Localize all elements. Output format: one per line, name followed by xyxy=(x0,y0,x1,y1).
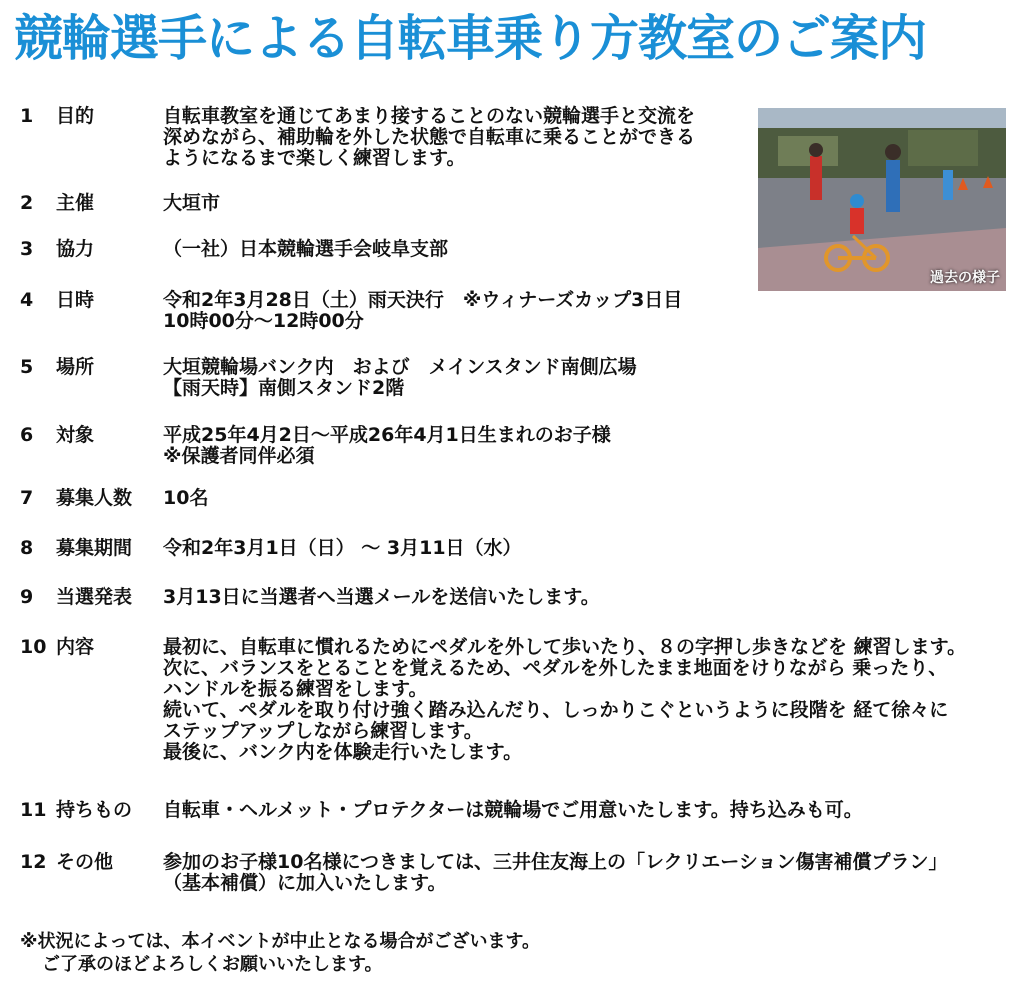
item-number: 11 xyxy=(20,799,47,821)
item-line: 大垣市 xyxy=(163,192,221,214)
item-number: 12 xyxy=(20,851,47,873)
item-content xyxy=(163,852,948,894)
item-line: ※保護者同伴必須 xyxy=(163,445,315,467)
item-line: 最初に、自転車に慣れるためにペダルを外して歩いたり、８の字押し歩きなどを 練習します。 xyxy=(163,636,967,658)
page-title: 競輪選手による自転車乗り方教室のご案内 xyxy=(14,10,927,67)
item-line: 【雨天時】南側スタンド2階 xyxy=(163,377,405,399)
item-content xyxy=(163,488,208,509)
item-line: （一社）日本競輪選手会岐阜支部 xyxy=(163,238,449,260)
item-number: 5 xyxy=(20,356,34,378)
item-label: 日時 xyxy=(56,289,95,311)
photo-caption: 過去の様子 xyxy=(930,270,1000,286)
item-line: 自転車・ヘルメット・プロテクターは競輪場でご用意いたします。持ち込みも可。 xyxy=(163,799,863,821)
item-content xyxy=(163,637,966,763)
item-content xyxy=(163,106,695,169)
item-line: 3月13日に当選者へ当選メールを送信いたします。 xyxy=(163,586,600,608)
item-number: 3 xyxy=(20,238,34,260)
item-content xyxy=(163,357,637,399)
item-label: 目的 xyxy=(56,105,95,127)
item-line: 深めながら、補助輪を外した状態で自転車に乗ることができる xyxy=(163,126,696,148)
item-line: 自転車教室を通じてあまり接することのない競輪選手と交流を xyxy=(163,105,696,127)
item-number: 9 xyxy=(20,586,34,608)
item-line: 続いて、ペダルを取り付け強く踏み込んだり、しっかりこぐというように段階を 経て徐々に xyxy=(163,699,949,721)
item-content xyxy=(163,538,522,559)
item-label: 当選発表 xyxy=(56,586,133,608)
item-line: 10名 xyxy=(163,487,209,509)
item-label: 協力 xyxy=(56,238,95,260)
cancellation-notice xyxy=(20,930,540,976)
item-content xyxy=(163,290,682,332)
item-line: （基本補償）に加入いたします。 xyxy=(163,872,447,894)
item-content xyxy=(163,193,220,214)
item-number: 6 xyxy=(20,424,34,446)
item-number: 4 xyxy=(20,289,34,311)
item-line: 平成25年4月2日～平成26年4月1日生まれのお子様 xyxy=(163,424,611,446)
item-number: 8 xyxy=(20,537,34,559)
item-label: 内容 xyxy=(56,636,95,658)
item-content xyxy=(163,239,448,260)
item-number: 2 xyxy=(20,192,34,214)
item-label: 募集期間 xyxy=(56,537,133,559)
notice-line: ※状況によっては、本イベントが中止となる場合がございます。 xyxy=(20,931,541,952)
item-line: ステップアップしながら練習します。 xyxy=(163,720,483,742)
item-line: ハンドルを振る練習をします。 xyxy=(163,678,428,700)
item-label: 募集人数 xyxy=(56,487,133,509)
event-photo xyxy=(758,108,1006,291)
event-photo-illustration xyxy=(758,108,1006,291)
item-content xyxy=(163,800,863,821)
item-number: 7 xyxy=(20,487,34,509)
item-line: 参加のお子様10名様につきましては、三井住友海上の「レクリエーション傷害補償プラン」 xyxy=(163,851,948,873)
item-line: ようになるまで楽しく練習します。 xyxy=(163,147,466,169)
item-label: 場所 xyxy=(56,356,95,378)
item-line: 大垣競輪場バンク内 および メインスタンド南側広場 xyxy=(163,356,637,378)
item-number: 10 xyxy=(20,636,47,658)
item-line: 10時00分～12時00分 xyxy=(163,310,364,332)
item-label: 主催 xyxy=(56,192,95,214)
notice-line: ご了承のほどよろしくお願いいたします。 xyxy=(42,954,383,975)
item-label: 対象 xyxy=(56,424,95,446)
item-content xyxy=(163,587,600,608)
item-line: 最後に、バンク内を体験走行いたします。 xyxy=(163,741,523,763)
item-line: 次に、バランスをとることを覚えるため、ペダルを外したまま地面をけりながら 乗ったり、 xyxy=(163,657,948,679)
item-label: その他 xyxy=(56,851,114,873)
item-label: 持ちもの xyxy=(56,799,133,821)
item-line: 令和2年3月1日（日） ～ 3月11日（水） xyxy=(163,537,522,559)
item-line: 令和2年3月28日（土）雨天決行 ※ウィナーズカップ3日目 xyxy=(163,289,683,311)
item-content xyxy=(163,425,611,467)
item-number: 1 xyxy=(20,105,34,127)
